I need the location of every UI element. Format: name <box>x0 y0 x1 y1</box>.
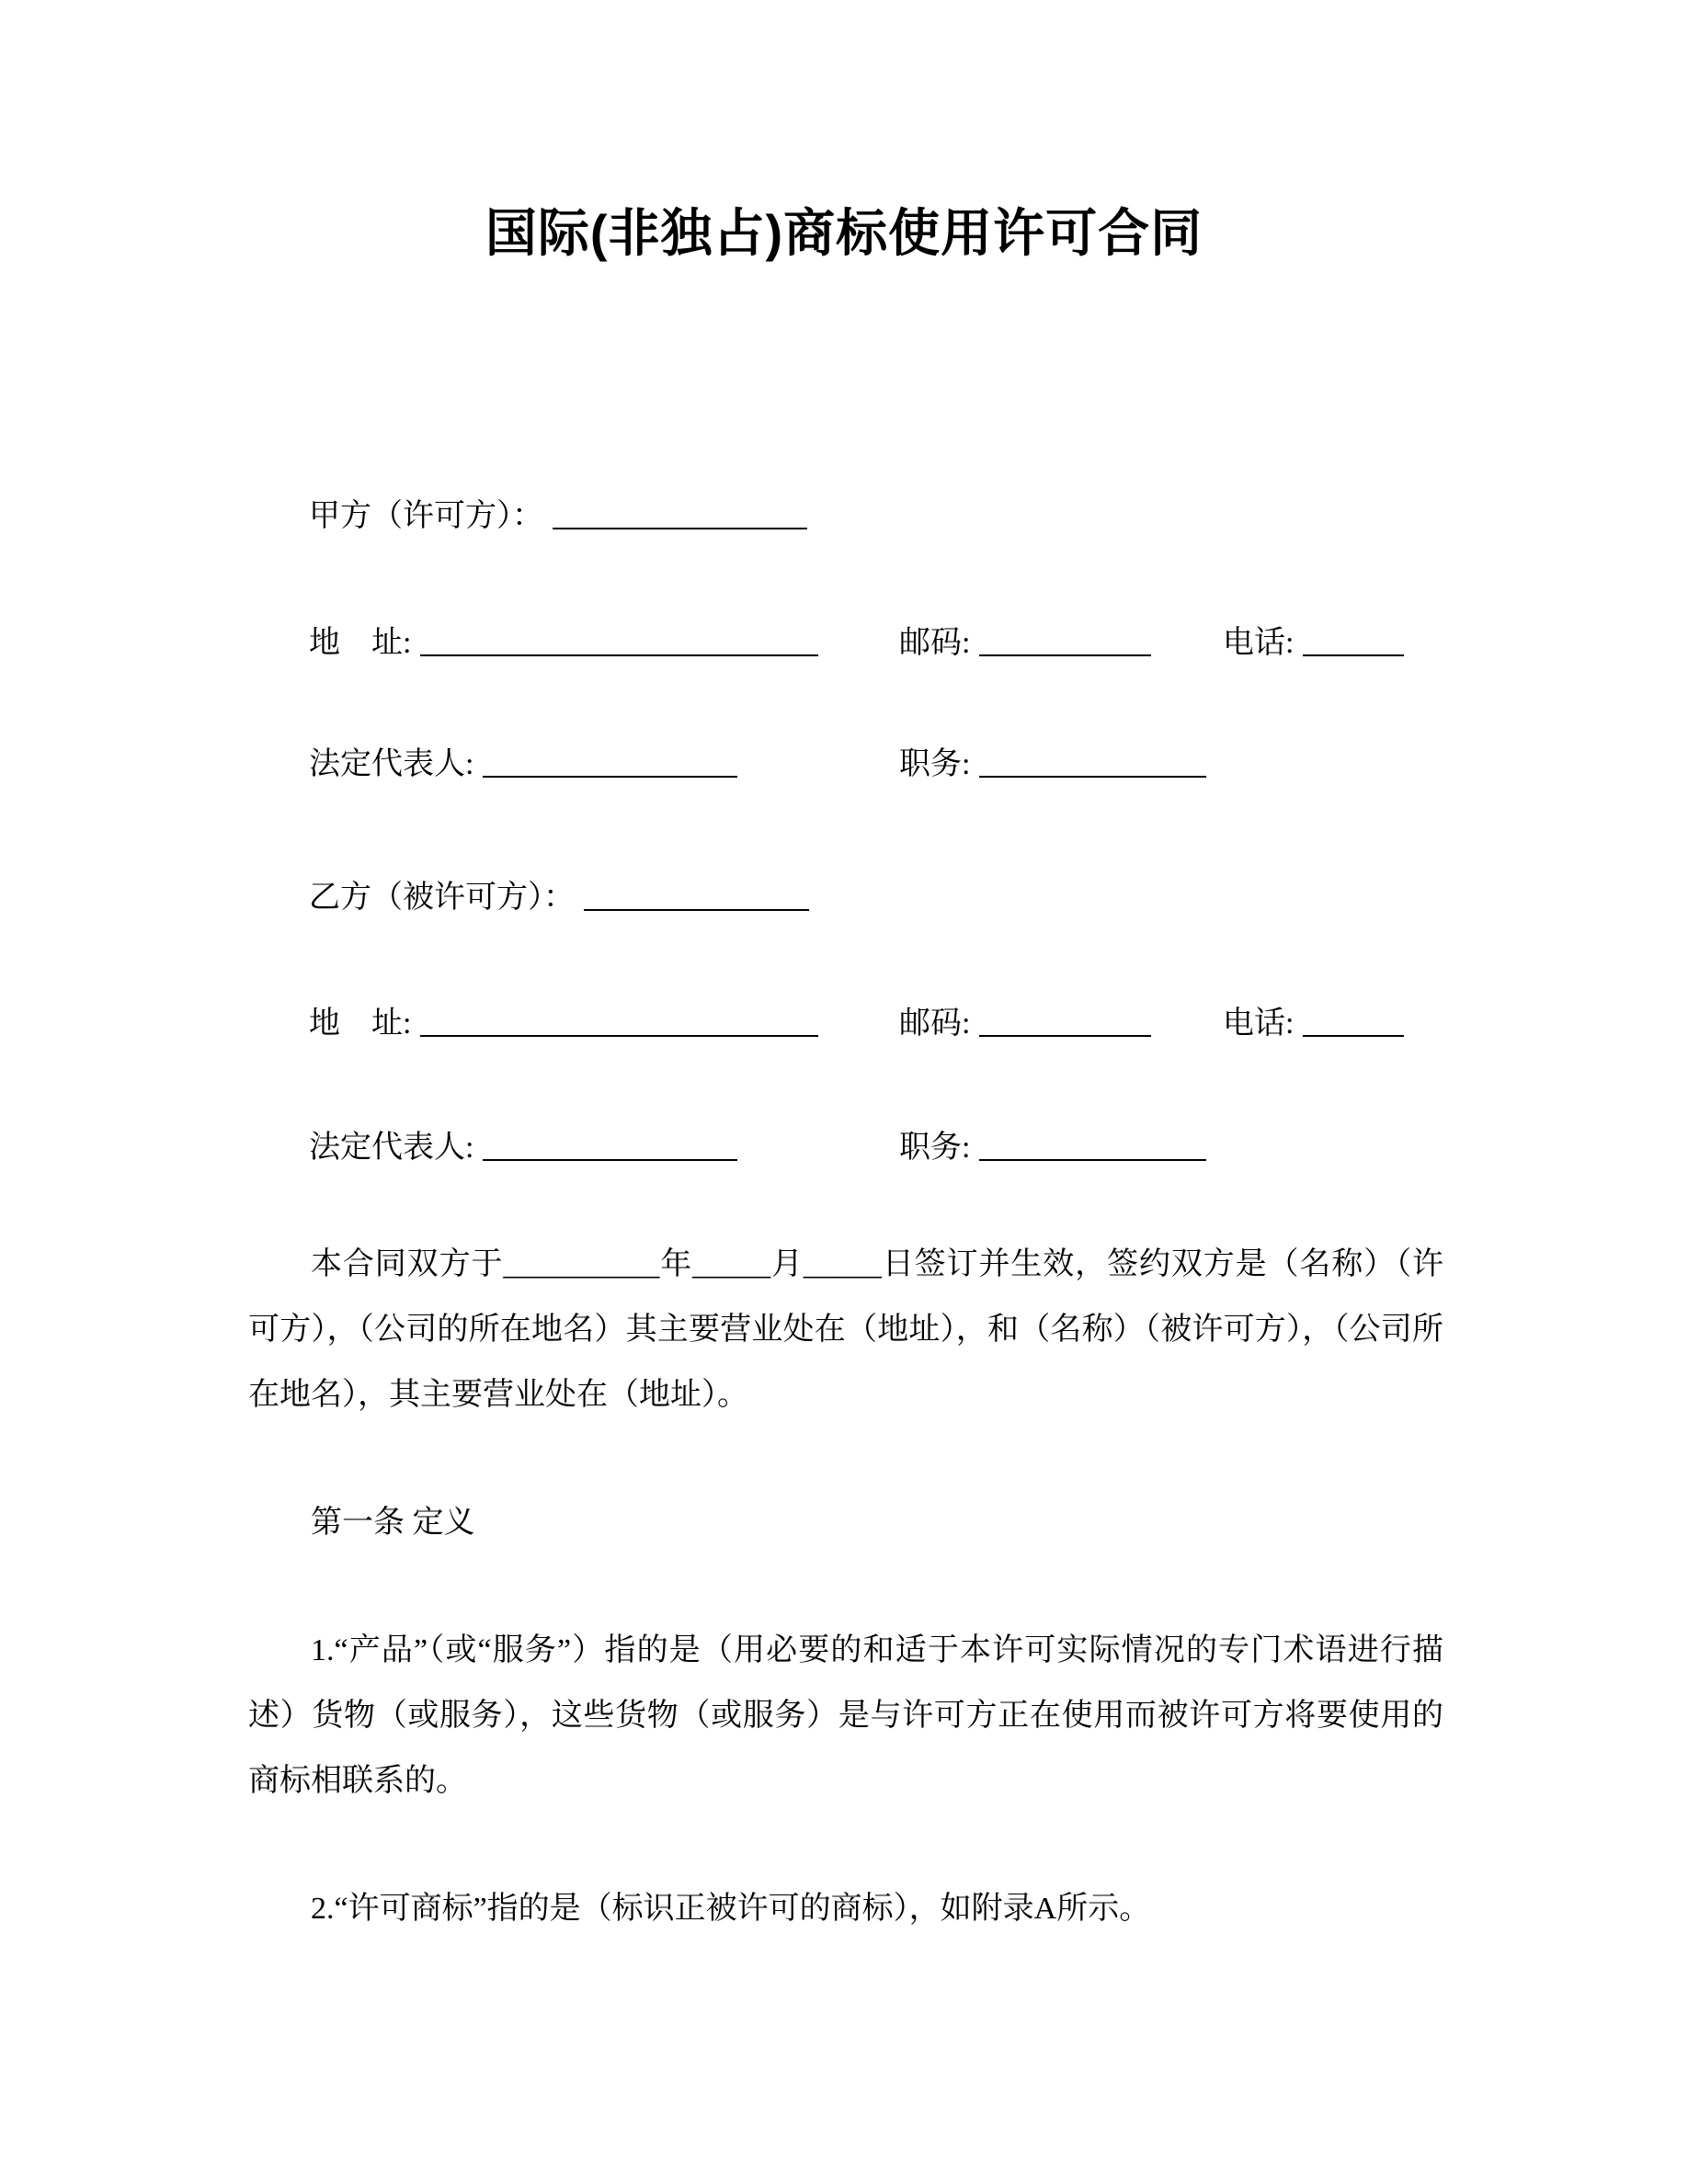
party-b-position-group <box>899 1121 1206 1166</box>
party-a-position-group <box>899 738 1206 783</box>
party-b-address-group <box>309 997 818 1042</box>
party-a-rep-group <box>309 738 737 783</box>
clause-1-paragraph: 1.“产品”（或“服务”）指的是（用必要的和适于本许可实际情况的专门术语进行描述）货物（或服务），这些货物（或服务）是与许可方正在使用而被许可方将要使用的商标相联系的。 <box>248 1633 1443 1798</box>
party-b-rep-row <box>248 1121 1462 1164</box>
party-a-rep-label: 法定代表人: <box>309 747 474 781</box>
document-title: 国际(非独占)商标使用许可合同 <box>485 204 1203 262</box>
article-1-heading: 第一条 定义 <box>311 1506 475 1540</box>
party-a-position-label: 职务: <box>899 747 971 781</box>
party-b-rep-blank <box>483 1159 737 1161</box>
party-a-zip-label: 邮码: <box>899 626 971 660</box>
party-b-name-blank <box>584 909 809 911</box>
party-a-zip-blank <box>979 654 1151 656</box>
party-a-name-label: 甲方（许可方）： <box>309 499 543 533</box>
clause-2-paragraph: 2.“许可商标”指的是（标识正被许可的商标），如附录A所示。 <box>311 1892 1151 1926</box>
party-b-rep-group <box>309 1121 737 1166</box>
intro-paragraph: 本合同双方于__________年_____月_____日签订并生效，签约双方是（名称）（许可方），（公司的所在地名）其主要营业处在（地址），和（名称）（被许可方），（公司所在地名），其主要营业处在（地址）。 <box>248 1247 1443 1412</box>
party-b-zip-label: 邮码: <box>899 1007 971 1041</box>
party-a-rep-row <box>248 738 1462 780</box>
party-a-rep-blank <box>483 776 737 778</box>
party-a-phone-label: 电话: <box>1223 626 1295 660</box>
party-b-zip-blank <box>979 1035 1151 1037</box>
party-b-address-blank <box>420 1035 818 1037</box>
party-b-phone-group <box>1223 997 1404 1042</box>
party-a-zip-group <box>899 617 1151 662</box>
party-b-phone-blank <box>1303 1035 1404 1037</box>
party-b-name-group <box>309 871 809 916</box>
party-b-address-label: 地 址: <box>309 1007 412 1041</box>
party-a-phone-blank <box>1303 654 1404 656</box>
party-b-name-label: 乙方（被许可方）： <box>309 881 575 915</box>
party-b-position-label: 职务: <box>899 1131 971 1165</box>
party-b-zip-group <box>899 997 1151 1042</box>
party-b-phone-label: 电话: <box>1223 1007 1295 1041</box>
contract-body <box>248 1232 1443 2004</box>
party-b-rep-label: 法定代表人: <box>309 1131 474 1165</box>
party-a-address-row <box>248 617 1462 659</box>
party-a-name-row <box>248 490 1462 532</box>
party-b-name-row <box>248 871 1462 914</box>
party-a-address-blank <box>420 654 818 656</box>
party-a-phone-group <box>1223 617 1404 662</box>
party-b-position-blank <box>979 1159 1206 1161</box>
party-b-address-row <box>248 997 1462 1040</box>
party-a-name-blank <box>553 528 807 529</box>
party-a-position-blank <box>979 776 1206 778</box>
party-a-address-label: 地 址: <box>309 626 412 660</box>
party-a-name-group <box>309 490 807 535</box>
party-a-address-group <box>309 617 818 662</box>
